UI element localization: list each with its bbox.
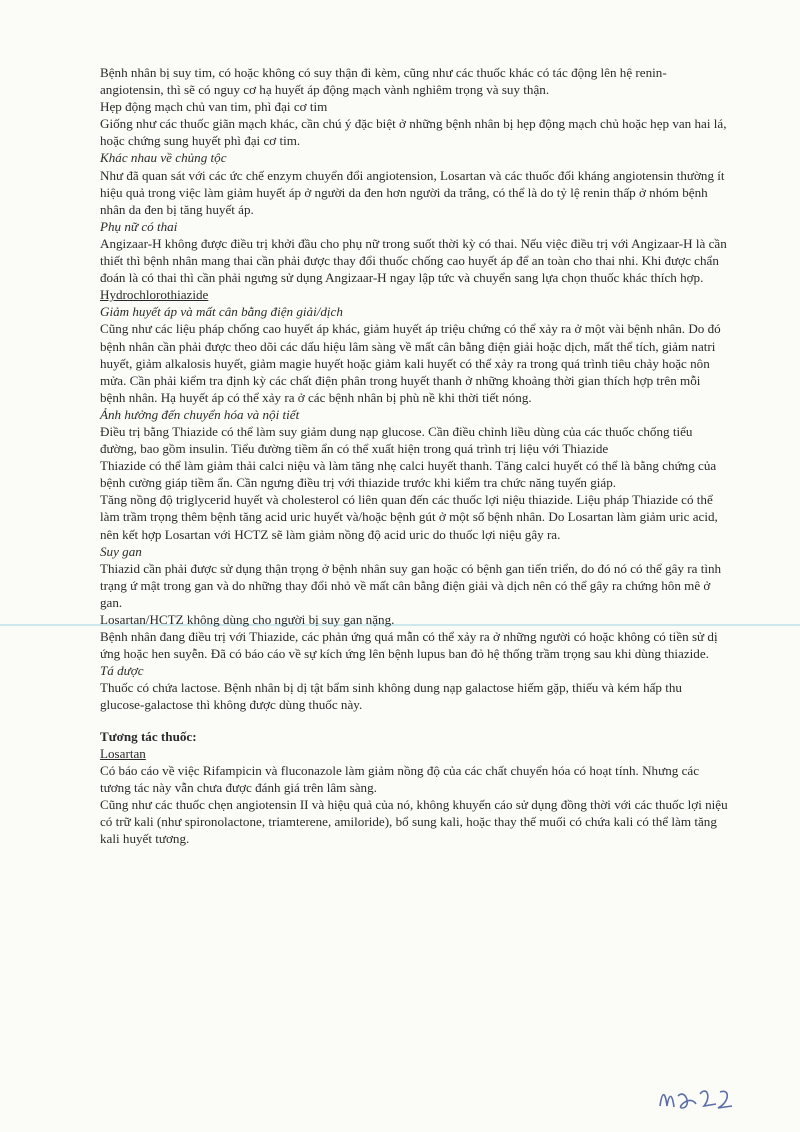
subheading: Tá dược — [100, 663, 144, 679]
paragraph: Như đã quan sát với các ức chế enzym chuyển đổi angiotension, Losartan và các thuốc đối kháng angiotensin thường ít hiệu quả trong việc làm giảm huyết áp ở người da đen hơn người da trắng, có thể là do tỷ lệ renin thấp ở nhóm bệnh nhân da đen bị tăng huyết áp. — [100, 167, 725, 217]
paragraph: Giống như các thuốc giãn mạch khác, cần chú ý đặc biệt ở những bệnh nhân bị hẹp động mạch chủ hoặc hẹp van hai lá, hoặc chứng sung huyết phì đại cơ tim. — [100, 116, 727, 149]
subheading: Suy gan — [100, 543, 142, 559]
drug-heading: Losartan — [100, 745, 146, 761]
section-title: Tương tác thuốc: — [100, 728, 197, 744]
paragraph: Cũng như các liệu pháp chống cao huyết áp khác, giảm huyết áp triệu chứng có thể xảy ra ở một vài bệnh nhân. Do đó bệnh nhân cần phải được theo dõi các dấu hiệu lâm sàng về mất cân bằng điện giải hoặc dịch, mất thể tích, giảm natri huyết, giảm alkalosis huyết, giảm magie huyết hoặc giảm kali huyết có thể xảy ra trong quá trình tiêu chảy hoặc nôn mửa. Cần phải kiểm tra định kỳ các chất điện phân trong huyết thanh ở những khoảng thời gian thích hợp trên mỗi bệnh nhân. Hạ huyết áp có thể xảy ra ở các bệnh nhân bị phù nề khi thời tiết nóng. — [100, 321, 721, 405]
subheading: Giảm huyết áp và mất cân bằng điện giải/dịch — [100, 304, 343, 320]
section-heading: Hẹp động mạch chủ van tim, phì đại cơ tim — [100, 99, 328, 115]
paragraph: Thiazid cần phải được sử dụng thận trọng ở bệnh nhân suy gan hoặc có bệnh gan tiến triển, do đó nó có thể gây ra tình trạng ứ mật trong gan và do những thay đổi nhỏ về mất cân bằng điện giải và dịch nên có thể gây ra chứng hôn mê ở gan. — [100, 560, 722, 610]
paragraph: Tăng nồng độ triglycerid huyết và cholesterol có liên quan đến các thuốc lợi niệu thiazide. Liệu pháp Thiazide có thể làm trầm trọng thêm bệnh tăng acid uric huyết và/hoặc bệnh gút ở một số bệnh nhân. Do Losartan làm giảm uric acid, nên kết hợp Losartan với HCTZ sẽ làm giảm nồng độ acid uric do thuốc lợi niệu gây ra. — [100, 492, 718, 542]
paragraph: Điều trị bằng Thiazide có thể làm suy giảm dung nạp glucose. Cần điều chỉnh liều dùng của các thuốc chống tiểu đường, bao gồm insulin. Tiểu đường tiềm ẩn có thể xuất hiện trong quá trình trị liệu với Thiazide — [100, 423, 693, 457]
paragraph: Bệnh nhân bị suy tim, có hoặc không có suy thận đi kèm, cũng như các thuốc khác có tác động lên hệ renin-angiotensin, thì sẽ có nguy cơ hạ huyết áp động mạch vành nghiêm trọng và suy thận. — [100, 65, 667, 98]
paragraph: Thuốc có chứa lactose. Bệnh nhân bị dị tật bẩm sinh không dung nạp galactose hiếm gặp, thiếu và kém hấp thu glucose-galactose thì không được dùng thuốc này. — [100, 680, 682, 713]
subheading: Khác nhau về chủng tộc — [100, 150, 227, 166]
paragraph: Angizaar-H không được điều trị khởi đầu cho phụ nữ trong suốt thời kỳ có thai. Nếu việc điều trị với Angizaar-H là cần thiết thì bệnh nhân mang thai cần phải được thay đổi thuốc chống cao huyết áp để an toàn cho thai nhi. Khi được chẩn đoán là có thai thì cần phải ngưng sử dụng Angizaar-H ngay lập tức và chuyển sang lựa chọn thuốc khác thích hợp. — [100, 235, 727, 286]
document-body — [100, 64, 728, 847]
subheading: Phụ nữ có thai — [100, 218, 178, 234]
paragraph: Cũng như các thuốc chẹn angiotensin II và hiệu quả của nó, không khuyến cáo sử dụng đồng thời với các thuốc lợi niệu có trữ kali (như spironolactone, triamterene, amiloride), bổ sung kali, hoặc thay thế muối có chứa kali có thể làm tăng kali huyết tương. — [100, 796, 728, 847]
subheading: Ảnh hưởng đến chuyển hóa và nội tiết — [100, 406, 300, 422]
drug-heading: Hydrochlorothiazide — [100, 287, 209, 303]
paragraph: Bệnh nhân đang điều trị với Thiazide, các phản ứng quá mẫn có thể xảy ra ở những người có hoặc không có tiền sử dị ứng hoặc hen suyễn. Đã có báo cáo về sự kích ứng lên bệnh lupus ban đỏ hệ thống trầm trọng sau khi dùng thiazide. — [100, 629, 718, 662]
handwritten-page-mark — [656, 1082, 736, 1116]
paragraph: Losartan/HCTZ không dùng cho người bị suy gan nặng. — [100, 612, 395, 627]
paragraph: Có báo cáo về việc Rifampicin và fluconazole làm giảm nồng độ của các chất chuyển hóa có hoạt tính. Nhưng các tương tác này vẫn chưa được đánh giá trên lâm sàng. — [100, 762, 700, 795]
paragraph: Thiazide có thể làm giảm thải calci niệu và làm tăng nhẹ calci huyết thanh. Tăng calci huyết có thể là bằng chứng của bệnh cường giáp tiềm ẩn. Cần ngưng điều trị với thiazide trước khi kiểm tra chức năng tuyến giáp. — [100, 458, 717, 491]
